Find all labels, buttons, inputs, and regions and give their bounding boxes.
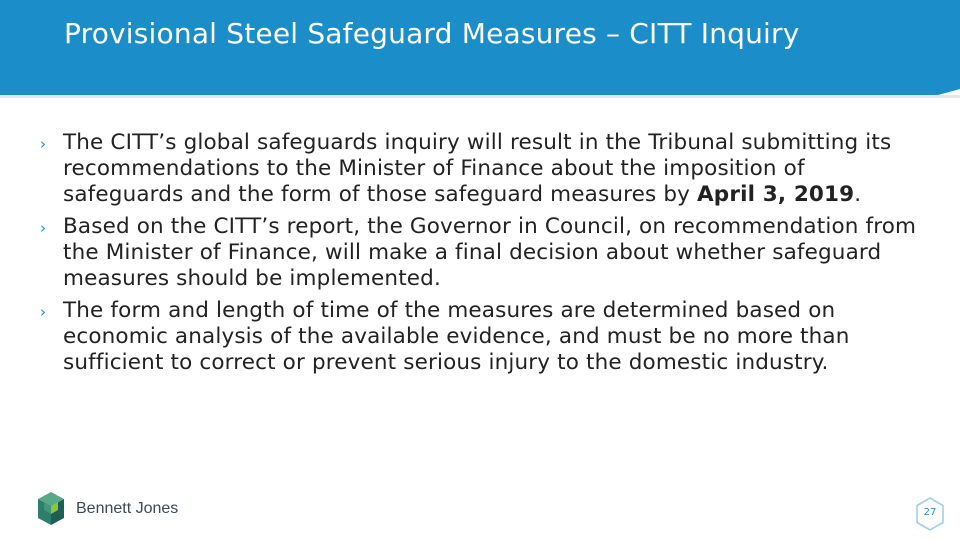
title-bar-shadow: [0, 95, 960, 98]
page-number: 27: [923, 507, 937, 518]
bullet-item: [40, 214, 920, 292]
page-number-badge: [914, 496, 946, 532]
slide-title: Provisional Steel Safeguard Measures – CITT Inquiry: [64, 17, 800, 50]
bullet-text: The form and length of time of the measures are determined based on economic analysis of the available evidence, and must be no more than sufficient to correct or prevent serious injury to the domestic industry.: [63, 298, 850, 375]
bullet-item: [40, 298, 920, 376]
bennett-jones-cube-logo-icon: [36, 491, 66, 527]
chevron-right-icon: ›: [40, 135, 47, 153]
bullet-date: April 3, 2019: [697, 182, 855, 207]
bullet-text-end: .: [854, 182, 862, 207]
bullet-list: [40, 130, 920, 382]
chevron-right-icon: ›: [40, 219, 47, 237]
title-bar: [0, 0, 960, 95]
bullet-text: The CITT’s global safeguards inquiry will result in the Tribunal submitting its recommendations to the Minister of Finance about the imposition of safeguards and the form of those safeguard measures by: [63, 130, 892, 207]
brand-name: Bennett Jones: [76, 500, 179, 517]
chevron-right-icon: ›: [40, 303, 47, 321]
bullet-text: Based on the CITT’s report, the Governor in Council, on recommendation from the Minister of Finance, will make a final decision about whether safeguard measures should be implemented.: [63, 214, 917, 291]
bennett-jones-logo: [36, 491, 179, 529]
bullet-item: [40, 130, 920, 208]
title-bar-corner: [938, 89, 960, 95]
